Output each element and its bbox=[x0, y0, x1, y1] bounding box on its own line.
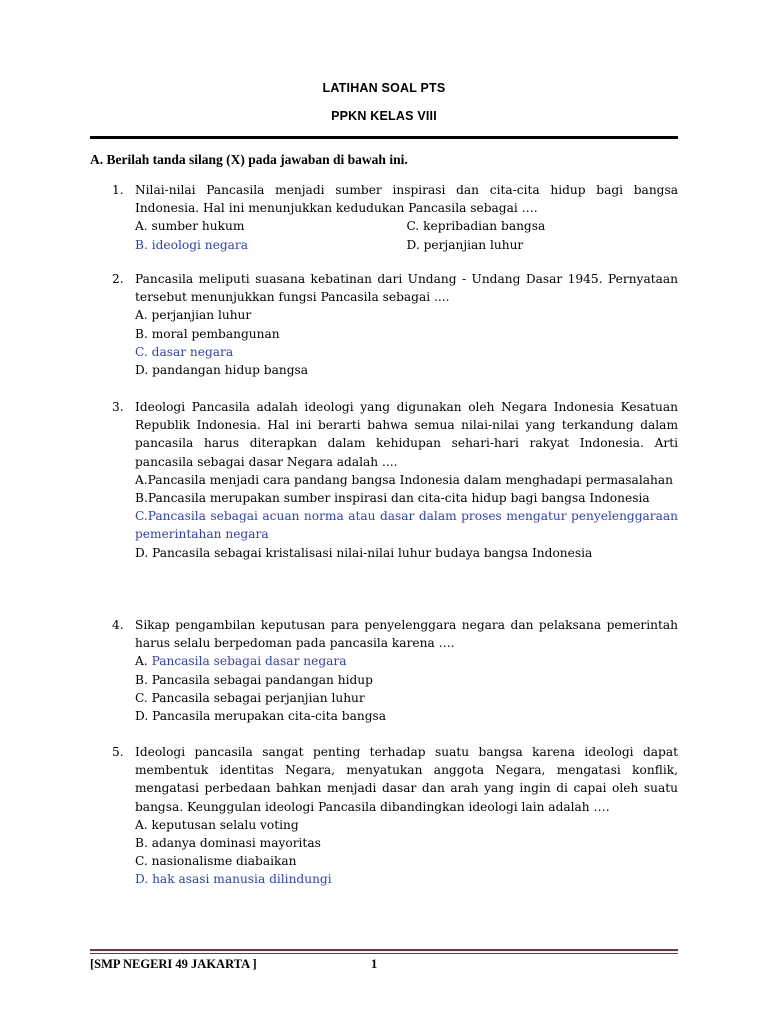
option-d[interactable]: D. pandangan hidup bangsa bbox=[135, 363, 309, 378]
option-b[interactable]: B. adanya dominasi mayoritas bbox=[135, 836, 321, 851]
question-1 bbox=[112, 181, 678, 254]
option-b[interactable]: B.Pancasila merupakan sumber inspirasi dan cita-cita hidup bagi bangsa Indonesia bbox=[135, 491, 650, 506]
option-a-prefix: A. bbox=[135, 654, 152, 669]
question-3 bbox=[112, 398, 678, 562]
question-stem: Sikap pengambilan keputusan para penyelenggara negara dan pelaksana pemerintah harus selalu berpedoman pada pancasila karena …. bbox=[135, 618, 678, 651]
footer-school-name: [SMP NEGERI 49 JAKARTA ] bbox=[90, 957, 257, 971]
question-4 bbox=[112, 616, 678, 725]
option-d[interactable]: D. Pancasila sebagai kristalisasi nilai-nilai luhur budaya bangsa Indonesia bbox=[135, 545, 593, 560]
option-a[interactable]: A. sumber hukum bbox=[135, 219, 245, 234]
question-5 bbox=[112, 743, 678, 889]
option-a[interactable]: A. perjanjian luhur bbox=[135, 308, 252, 323]
option-a[interactable] bbox=[135, 652, 678, 670]
option-b[interactable]: B. Pancasila sebagai pandangan hidup bbox=[135, 672, 373, 687]
footer-page-number: 1 bbox=[371, 957, 378, 971]
question-stem: Pancasila meliputi suasana kebatinan dari Undang - Undang Dasar 1945. Pernyataan tersebut menunjukkan fungsi Pancasila sebagai .... bbox=[135, 272, 678, 305]
option-b[interactable]: B. moral pembangunan bbox=[135, 326, 280, 341]
option-c[interactable]: C. kepribadian bangsa bbox=[406, 219, 546, 234]
question-2 bbox=[112, 270, 678, 379]
document-title: LATIHAN SOAL PTS bbox=[322, 81, 446, 95]
option-c[interactable]: C. Pancasila sebagai perjanjian luhur bbox=[135, 690, 365, 705]
option-b-answer[interactable]: B. ideologi negara bbox=[135, 237, 248, 252]
header-divider bbox=[90, 136, 678, 139]
footer-divider-thin bbox=[90, 953, 678, 954]
option-a[interactable]: A. keputusan selalu voting bbox=[135, 817, 299, 832]
option-c-answer[interactable]: C.Pancasila sebagai acuan norma atau dasar dalam proses mengatur penyelenggaraan pemerintahan negara bbox=[135, 509, 678, 542]
option-d[interactable]: D. perjanjian luhur bbox=[406, 237, 524, 252]
option-a-answer-text: Pancasila sebagai dasar negara bbox=[151, 654, 347, 669]
option-c-answer[interactable]: C. dasar negara bbox=[135, 344, 234, 359]
question-number: 3. bbox=[112, 400, 124, 414]
section-heading: A. Berilah tanda silang (X) pada jawaban di bawah ini. bbox=[90, 152, 408, 167]
option-d[interactable]: D. Pancasila merupakan cita-cita bangsa bbox=[135, 709, 387, 724]
option-a[interactable]: A.Pancasila menjadi cara pandang bangsa Indonesia dalam menghadapi permasalahan bbox=[135, 472, 673, 487]
question-number: 2. bbox=[112, 272, 124, 286]
document-subtitle: PPKN KELAS VIII bbox=[331, 109, 437, 123]
footer-divider-thick bbox=[90, 949, 678, 951]
option-d-answer[interactable]: D. hak asasi manusia dilindungi bbox=[135, 872, 332, 887]
question-stem: Nilai-nilai Pancasila menjadi sumber inspirasi dan cita-cita hidup bagi bangsa Indonesia. Hal ini menunjukkan kedudukan Pancasila sebagai …. bbox=[135, 183, 678, 216]
question-number: 4. bbox=[112, 618, 124, 632]
question-number: 1. bbox=[112, 183, 124, 197]
question-stem: Ideologi Pancasila adalah ideologi yang digunakan oleh Negara Indonesia Kesatuan Republik Indonesia. Hal ini berarti bahwa semua nilai-nilai yang terkandung dalam pancasila harus diterapkan dalam kehidupan sehari-hari rakyat Indonesia. Arti pancasila sebagai dasar Negara adalah .... bbox=[135, 400, 678, 469]
option-c[interactable]: C. nasionalisme diabaikan bbox=[135, 854, 297, 869]
question-stem: Ideologi pancasila sangat penting terhadap suatu bangsa karena ideologi dapat membentuk identitas Negara, menyatukan anggota Negara, mengatasi konflik, mengatasi perbedaan bahkan menjadi dasar dan arah yang ingin di capai oleh suatu bangsa. Keunggulan ideologi Pancasila dibandingkan ideologi lain adalah …. bbox=[135, 745, 678, 814]
question-number: 5. bbox=[112, 745, 124, 759]
